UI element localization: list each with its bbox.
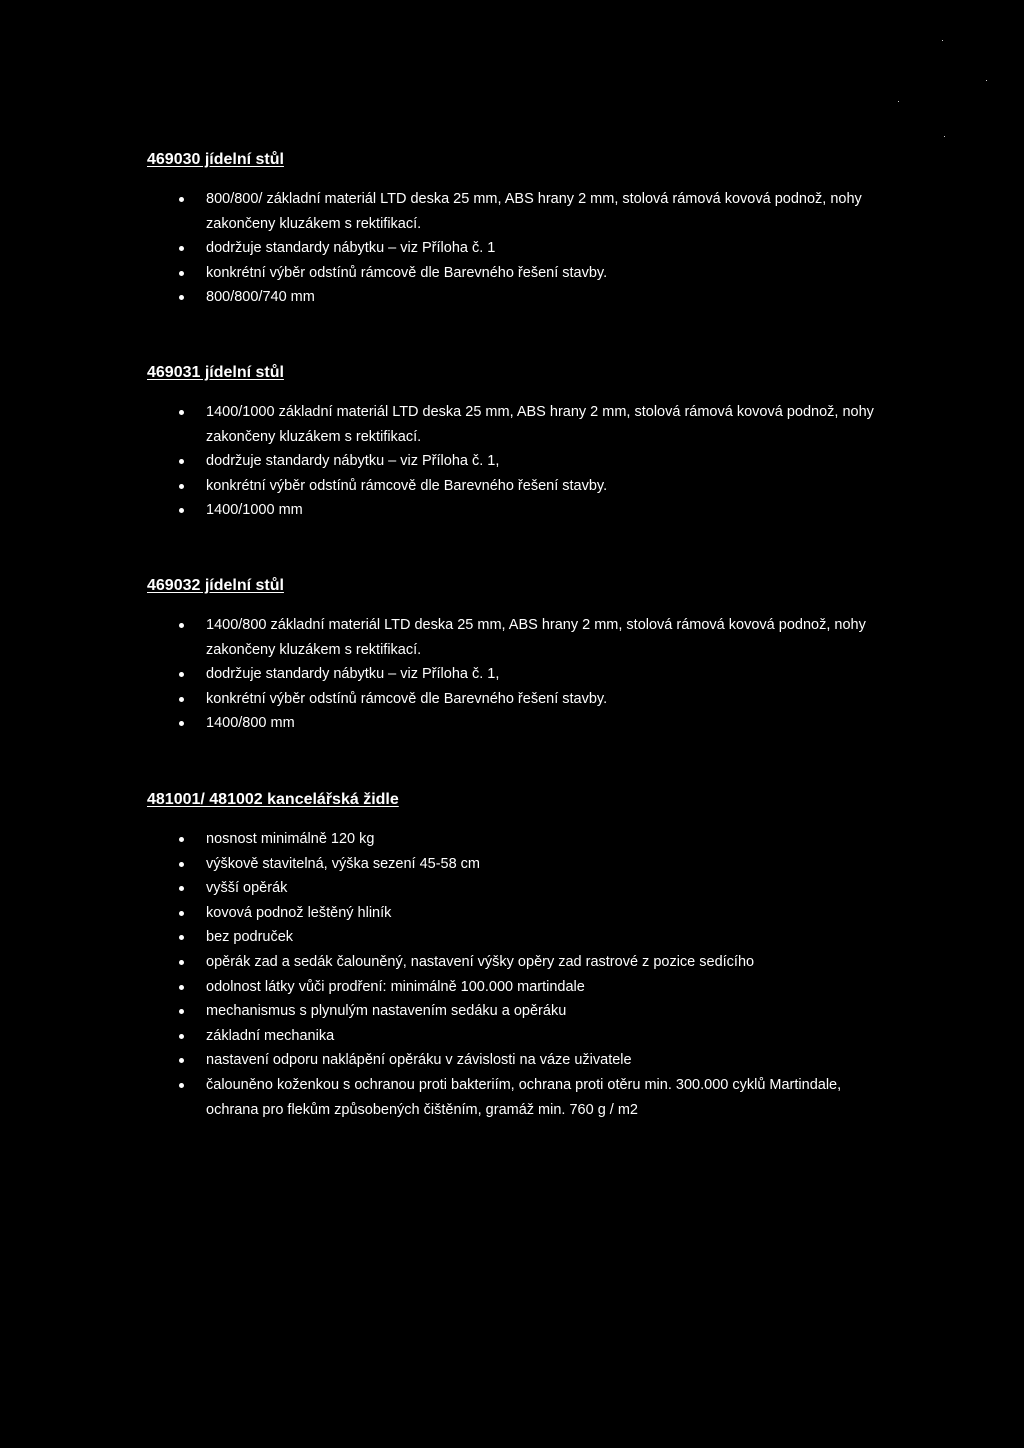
spec-item: 800/800/740 mm [179, 285, 879, 310]
spec-item: nastavení odporu naklápění opěráku v závislosti na váze uživatele [179, 1048, 879, 1073]
scan-speck [942, 40, 943, 41]
spec-item: vyšší opěrák [179, 876, 879, 901]
scan-speck [898, 101, 899, 102]
spec-item: konkrétní výběr odstínů rámcově dle Barevného řešení stavby. [179, 261, 879, 286]
scan-speck [944, 136, 945, 137]
spec-item: 1400/1000 základní materiál LTD deska 25 mm, ABS hrany 2 mm, stolová rámová kovová podnož, nohy zakončeny kluzákem s rektifikací. [179, 400, 879, 449]
spec-item: základní mechanika [179, 1024, 879, 1049]
section-heading: 469031 jídelní stůl [147, 364, 284, 381]
spec-item: dodržuje standardy nábytku – viz Příloha č. 1 [179, 236, 879, 261]
spec-item: mechanismus s plynulým nastavením sedáku a opěráku [179, 999, 879, 1024]
spec-item: 1400/800 základní materiál LTD deska 25 mm, ABS hrany 2 mm, stolová rámová kovová podnož, nohy zakončeny kluzákem s rektifikací. [179, 613, 879, 662]
spec-item: 1400/1000 mm [179, 498, 879, 523]
product-section-469030 [147, 150, 887, 306]
spec-item: výškově stavitelná, výška sezení 45-58 cm [179, 852, 879, 877]
section-heading: 469030 jídelní stůl [147, 151, 284, 168]
spec-item: odolnost látky vůči prodření: minimálně 100.000 martindale [179, 975, 879, 1000]
product-section-469031 [147, 363, 887, 519]
spec-item: bez područek [179, 925, 879, 950]
product-section-469032 [147, 576, 887, 732]
spec-list [179, 827, 879, 1122]
spec-item: kovová podnož leštěný hliník [179, 901, 879, 926]
spec-list [179, 400, 879, 523]
spec-list [179, 187, 879, 310]
spec-item: dodržuje standardy nábytku – viz Příloha č. 1, [179, 662, 879, 687]
scan-speck [986, 80, 987, 81]
spec-item: 800/800/ základní materiál LTD deska 25 mm, ABS hrany 2 mm, stolová rámová kovová podnož, nohy zakončeny kluzákem s rektifikací. [179, 187, 879, 236]
spec-item: konkrétní výběr odstínů rámcově dle Barevného řešení stavby. [179, 687, 879, 712]
spec-item: 1400/800 mm [179, 711, 879, 736]
spec-list [179, 613, 879, 736]
section-heading: 469032 jídelní stůl [147, 577, 284, 594]
spec-item: dodržuje standardy nábytku – viz Příloha č. 1, [179, 449, 879, 474]
product-section-481001-481002 [147, 790, 887, 1118]
spec-item: čalouněno koženkou s ochranou proti bakteriím, ochrana proti otěru min. 300.000 cyklů Martindale, ochrana pro flekům způsobených čištěním, gramáž min. 760 g / m2 [179, 1073, 879, 1122]
section-heading: 481001/ 481002 kancelářská židle [147, 791, 399, 808]
spec-item: opěrák zad a sedák čalouněný, nastavení výšky opěry zad rastrové z pozice sedícího [179, 950, 879, 975]
spec-item: nosnost minimálně 120 kg [179, 827, 879, 852]
spec-item: konkrétní výběr odstínů rámcově dle Barevného řešení stavby. [179, 474, 879, 499]
